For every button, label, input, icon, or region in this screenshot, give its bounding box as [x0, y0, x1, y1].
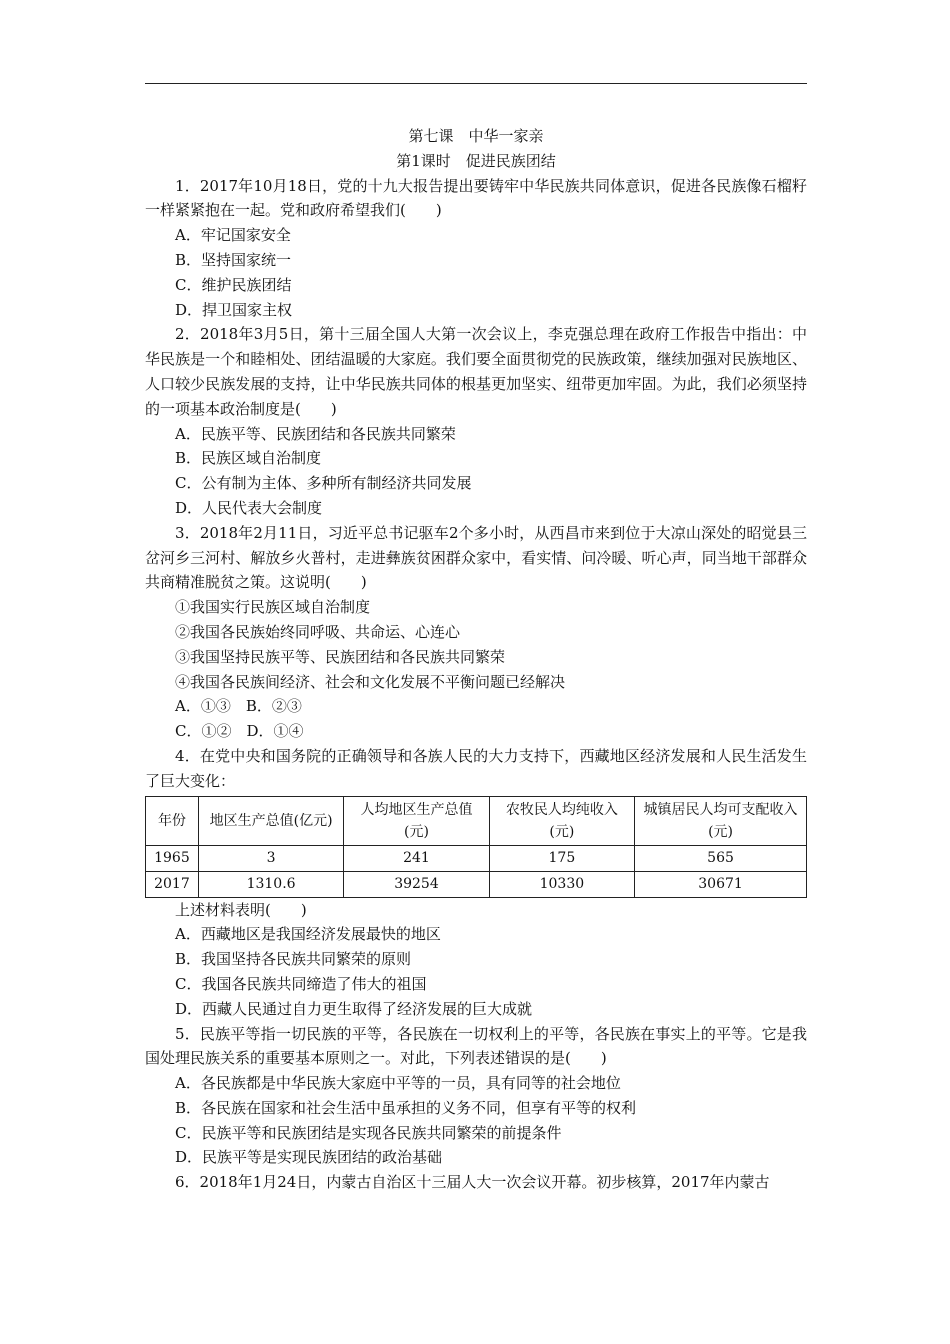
- section-title: 第1课时 促进民族团结: [396, 151, 556, 170]
- q6-stem: 6．2018年1月24日，内蒙古自治区十三届人大一次会议开幕。初步核算，2017年内蒙古: [175, 1173, 770, 1192]
- q3-stem: 3．2018年2月11日，习近平总书记驱车2个多小时，从西昌市来到位于大凉山深处的昭觉县三岔河乡三河村、解放乡火普村，走进彝族贫困群众家中，看实情、问冷暖、听心声，同当地干部群众共商精准脱贫之策。这说明( ): [145, 523, 807, 592]
- table-cell: 241: [344, 845, 489, 871]
- q1-stem: 1．2017年10月18日，党的十九大报告提出要铸牢中华民族共同体意识，促进各民族像石榴籽一样紧紧抱在一起。党和政府希望我们( ): [145, 176, 807, 220]
- q5-option-c: C．民族平等和民族团结是实现各民族共同繁荣的前提条件: [175, 1123, 562, 1142]
- q2-option-a: A．民族平等、民族团结和各民族共同繁荣: [175, 424, 456, 443]
- lesson-title: 第七课 中华一家亲: [408, 127, 544, 145]
- table-header-year: 年份: [146, 796, 199, 845]
- q5-option-d: D．民族平等是实现民族团结的政治基础: [175, 1148, 443, 1167]
- table-header-gdp-per-capita: 人均地区生产总值(元): [344, 796, 489, 845]
- q1-option-c: C．维护民族团结: [175, 275, 292, 294]
- table-cell: 1310.6: [198, 871, 343, 897]
- q3-item-1: ①我国实行民族区域自治制度: [175, 598, 371, 617]
- table-cell: 39254: [344, 871, 489, 897]
- table-cell: 565: [635, 845, 807, 871]
- q1-option-d: D．捍卫国家主权: [175, 300, 293, 319]
- table-cell: 175: [489, 845, 634, 871]
- q2-option-d: D．人民代表大会制度: [175, 498, 323, 517]
- table-header-rural-income: 农牧民人均纯收入(元): [489, 796, 634, 845]
- q4-option-a: A．西藏地区是我国经济发展最快的地区: [175, 925, 441, 944]
- q3-item-3: ③我国坚持民族平等、民族团结和各民族共同繁荣: [175, 647, 506, 666]
- header-rule: [145, 83, 807, 84]
- q4-option-b: B．我国坚持各民族共同繁荣的原则: [175, 950, 412, 969]
- table-row: [146, 871, 807, 897]
- q2-option-b: B．民族区域自治制度: [175, 449, 322, 468]
- q4-option-c: C．我国各民族共同缔造了伟大的祖国: [175, 974, 427, 993]
- worksheet: [145, 124, 807, 1195]
- table-header-row: [146, 796, 807, 845]
- q1-option-b: B．坚持国家统一: [175, 250, 292, 269]
- q5-stem: 5．民族平等指一切民族的平等，各民族在一切权利上的平等，各民族在事实上的平等。它是我国处理民族关系的重要基本原则之一。对此，下列表述错误的是( ): [145, 1024, 807, 1068]
- q4-stem: 4．在党中央和国务院的正确领导和各族人民的大力支持下，西藏地区经济发展和人民生活发生了巨大变化：: [145, 746, 807, 790]
- table-header-gdp: 地区生产总值(亿元): [198, 796, 343, 845]
- q5-option-a: A．各民族都是中华民族大家庭中平等的一员，具有同等的社会地位: [175, 1074, 621, 1093]
- q1-option-a: A．牢记国家安全: [175, 226, 291, 245]
- q3-item-2: ②我国各民族始终同呼吸、共命运、心连心: [175, 622, 461, 641]
- q4-after-text: 上述材料表明( ): [175, 900, 307, 919]
- table-cell: 30671: [635, 871, 807, 897]
- q4-option-d: D．西藏人民通过自力更生取得了经济发展的巨大成就: [175, 999, 533, 1018]
- tibet-economy-table: [145, 796, 807, 898]
- table-row: [146, 845, 807, 871]
- q5-option-b: B．各民族在国家和社会生活中虽承担的义务不同，但享有平等的权利: [175, 1098, 637, 1117]
- table-cell: 10330: [489, 871, 634, 897]
- q2-option-c: C．公有制为主体、多种所有制经济共同发展: [175, 474, 472, 493]
- table-cell: 1965: [146, 845, 199, 871]
- q3-item-4: ④我国各民族间经济、社会和文化发展不平衡问题已经解决: [175, 672, 566, 691]
- table-cell: 2017: [146, 871, 199, 897]
- q3-options-cd: C．①② D．①④: [175, 722, 304, 741]
- q2-stem: 2．2018年3月5日，第十三届全国人大第一次会议上，李克强总理在政府工作报告中指出：中华民族是一个和睦相处、团结温暖的大家庭。我们要全面贯彻党的民族政策，继续加强对民族地区、人口较少民族发展的支持，让中华民族共同体的根基更加坚实、纽带更加牢固。为此，我们必须坚持的一项基本政治制度是( ): [145, 325, 807, 418]
- table-cell: 3: [198, 845, 343, 871]
- table-header-urban-income: 城镇居民人均可支配收入(元): [635, 796, 807, 845]
- q3-options-ab: A．①③ B．②③: [175, 697, 302, 716]
